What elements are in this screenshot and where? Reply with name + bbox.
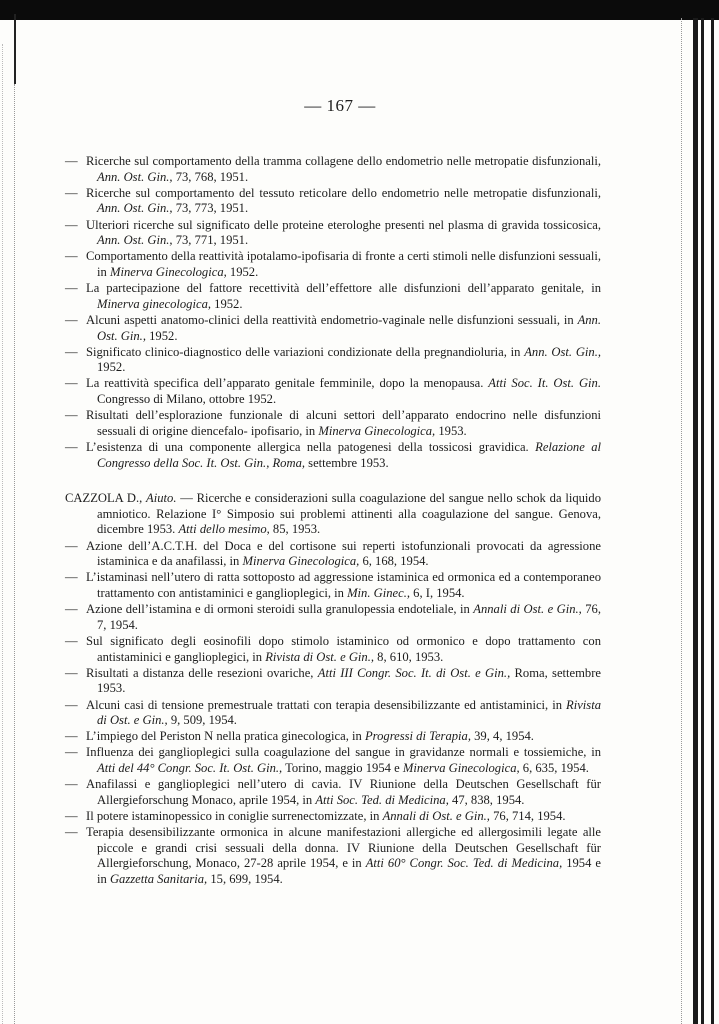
entry-text: Azione dell’A.C.T.H. del Doca e del cortisone sui reperti istofunzionali provocati da agressione istaminica e da anafilassi, in — [86, 538, 601, 569]
entry-text: 85, 1953. — [269, 522, 321, 537]
citation-source: Minerva Ginecologica, — [402, 761, 520, 776]
bibliography-entry — [65, 745, 601, 776]
citation-source: Aiuto. — [146, 491, 177, 506]
entry-text: 1952. — [226, 264, 259, 279]
entry-text: — Ricerche e considerazioni sulla coagulazione del sangue nello schok da liquido amniotico. Relazione I° Simposio sui problemi attinenti alla coagulazione del sangue. Genova, dicembre 1953. — [97, 491, 601, 537]
entry-text: Terapia desensibilizzante ormonica in alcune manifestazioni allergiche ed allergosimili legate alle piccole e grandi crisi sessuali della donna. IV Riunione della Deutschen Gesellschaft für Allergieforschung, Monaco, 27-28 aprile 1954, e in — [86, 825, 601, 871]
entry-text: L’impiego del Periston N nella pratica ginecologica, in — [86, 729, 365, 744]
scan-top-border — [0, 0, 719, 20]
citation-source: Ann. Ost. Gin., — [97, 233, 173, 248]
entry-text: 6, I, 1954. — [410, 585, 465, 600]
entry-text: Roma, settembre 1953. — [97, 665, 602, 696]
entry-text: L’esistenza di una componente allergica nella patogenesi della tossicosi gravidica. — [86, 440, 536, 455]
bibliography-entry — [65, 249, 601, 280]
entry-text: 9, 509, 1954. — [167, 713, 237, 728]
entry-dash: — — [65, 825, 78, 840]
page-edge-line — [711, 18, 714, 1024]
entry-text: 1953. — [435, 423, 467, 438]
entry-text: Alcuni casi di tensione premestruale trattati con terapia desensibilizzante ed antistaminici, in — [86, 697, 567, 712]
entry-dash: — — [65, 185, 78, 200]
binding-line — [2, 44, 4, 1024]
page-number: — 167 — — [304, 96, 376, 115]
citation-source: Ann. Ost. Gin., — [97, 201, 173, 216]
citation-source: Minerva ginecologica, — [97, 296, 212, 311]
entry-text: Comportamento della reattività ipotalamo-ipofisaria di fronte a certi stimoli nelle disfunzioni sessuali, in — [86, 249, 601, 279]
entry-text: Torino, maggio 1954 e — [282, 761, 403, 776]
bibliography-entry — [65, 376, 601, 407]
entry-text: 76, 714, 1954. — [489, 809, 566, 824]
citation-source: Gazzetta Sanitaria, — [109, 872, 208, 886]
citation-source: Atti Soc. It. Ost. Gin. — [488, 376, 601, 391]
binding-line — [14, 14, 16, 84]
entry-text: Il potere istaminopessico in coniglie surrenectomizzate, in — [86, 809, 383, 824]
bibliography-entry — [65, 825, 601, 887]
citation-source: Min. Ginec., — [347, 585, 411, 600]
bibliography-entry — [65, 809, 601, 825]
entry-dash: — — [65, 249, 78, 264]
citation-source: Atti III Congr. Soc. It. di Ost. e Gin., — [317, 665, 511, 680]
entry-dash: — — [65, 745, 78, 760]
entry-text: 8, 610, 1953. — [374, 649, 444, 664]
bibliography-entry — [65, 345, 601, 376]
entry-dash: — — [65, 312, 78, 327]
page-edge-line — [693, 18, 698, 1024]
bibliography-entry — [65, 186, 601, 217]
entry-text: Influenza dei ganglioplegici sulla coagulazione del sangue in gravidanze normali e tossiemiche, in — [86, 745, 601, 760]
entry-text: Sul significato degli eosinofili dopo stimolo istaminico od ormonico e dopo trattamento con antistaminici e ganglioplegici, in — [86, 633, 601, 664]
entry-dash: — — [65, 633, 78, 648]
entry-dash: — — [65, 440, 78, 455]
entry-text: Alcuni aspetti anatomo-clinici della reattività endometrio-vaginale nelle disfunzioni sessuali, in — [86, 312, 578, 327]
citation-source: Rivista di Ost. e Gin., — [265, 649, 375, 664]
citation-source: Relazione al Congresso della Soc. It. Ost. Gin., Roma, — [97, 440, 601, 470]
bibliography-entry — [65, 539, 601, 570]
entry-text: Ulteriori ricerche sul significato delle proteine eterologhe presenti nel plasma di gravida tossicosica, — [86, 217, 601, 232]
citation-source: Atti 60° Congr. Soc. Ted. di Medicina, — [365, 856, 563, 871]
binding-line — [14, 84, 16, 1024]
citation-source: Atti Soc. Ted. di Medicina, — [315, 792, 449, 807]
page-edge-line — [701, 18, 704, 1024]
author-entry — [65, 491, 601, 538]
citation-source: Atti del 44° Congr. Soc. It. Ost. Gin., — [97, 761, 283, 776]
bibliography-entry — [65, 666, 601, 697]
citation-source: Annali di Ost. e Gin., — [382, 809, 490, 824]
entry-text: Azione dell’istamina e di ormoni steroidi sulla granulopessia endoteliale, in — [86, 602, 474, 617]
bibliography-entry — [65, 602, 601, 633]
entry-dash: — — [65, 665, 78, 680]
entry-text: L’istaminasi nell’utero di ratta sottoposto ad aggressione istaminica ed ormonica ed a contemporaneo trattamento con antistaminici e ganglioplegici, in — [86, 570, 601, 600]
bibliography-entry — [65, 218, 601, 249]
entry-dash: — — [65, 570, 78, 585]
bibliography-entry — [65, 634, 601, 665]
bibliography-entry — [65, 408, 601, 439]
entry-dash: — — [65, 809, 78, 824]
citation-source: Atti dello mesimo, — [178, 522, 270, 537]
entry-text: Anafilassi e ganglioplegici nell’utero di cavia. IV Riunione della Deutschen Gesellschaft für Allergieforschung Monaco, aprile 1954, in — [86, 777, 601, 807]
bibliography-entry — [65, 440, 601, 471]
entry-dash: — — [65, 154, 78, 168]
entry-text: 1952. — [97, 360, 126, 375]
entry-dash: — — [65, 777, 78, 792]
citation-source: Rivista di Ost. e Gin., — [97, 697, 601, 728]
entry-text: 39, 4, 1954. — [470, 729, 534, 744]
bibliography-list — [65, 154, 601, 888]
entry-text: Significato clinico-diagnostico delle variazioni condizionate della pregnandioluria, in — [86, 344, 525, 359]
entry-text: Ricerche sul comportamento della tramma collagene dello endometrio nelle metropatie disfunzionali, — [86, 154, 601, 168]
bibliography-entry — [65, 154, 601, 185]
entry-dash: — — [65, 408, 78, 423]
citation-source: Ann. Ost. Gin., — [524, 344, 602, 359]
entry-text: 6, 168, 1954. — [359, 554, 429, 569]
entry-dash: — — [65, 281, 78, 296]
entry-text: Ricerche sul comportamento del tessuto reticolare dello endometrio nelle metropatie disfunzionali, — [86, 185, 601, 200]
entry-dash: — — [65, 538, 78, 553]
entry-dash: — — [65, 729, 78, 744]
entry-text: 47, 838, 1954. — [448, 792, 525, 807]
citation-source: Minerva Ginecologica, — [318, 423, 436, 438]
citation-source: Ann. Ost. Gin., — [97, 312, 601, 343]
scan-right-edge — [679, 18, 719, 1024]
bibliography-entry — [65, 570, 601, 601]
citation-source: Minerva Ginecologica, — [109, 264, 227, 279]
entry-dash: — — [65, 217, 78, 232]
citation-source: Annali di Ost. e Gin., — [473, 602, 582, 617]
entry-text: Risultati a distanza delle resezioni ovariche, — [86, 665, 318, 680]
entry-dash: — — [65, 344, 78, 359]
entry-text: settembre 1953. — [305, 455, 389, 470]
entry-text: La reattività specifica dell’apparato genitale femminile, dopo la menopausa. — [86, 376, 489, 391]
citation-source: Progressi di Terapia, — [364, 729, 471, 744]
entry-text: 73, 771, 1951. — [172, 233, 249, 248]
entry-text: 76, 7, 1954. — [97, 602, 601, 632]
bibliography-entry — [65, 729, 601, 745]
entry-text: 73, 768, 1951. — [172, 169, 249, 184]
entry-text: 1952. — [211, 296, 243, 311]
entry-text: Risultati dell’esplorazione funzionale di alcuni settori dell’apparato endocrino nelle disfunzioni sessuali di origine diencefalo- ipofisario, in — [86, 408, 601, 438]
entry-text: CAZZOLA D., — [65, 491, 147, 506]
bibliography-entry — [65, 281, 601, 312]
bibliography-entry — [65, 313, 601, 344]
entry-text: Congresso di Milano, ottobre 1952. — [97, 392, 277, 407]
entry-text: 15, 699, 1954. — [207, 872, 283, 886]
entry-text: 1954 e in — [97, 856, 601, 886]
entry-text: La partecipazione del fattore recettività dell’effettore alle disfunzioni dell’apparato genitale, in — [86, 281, 601, 296]
entry-text: 6, 635, 1954. — [519, 761, 589, 776]
citation-source: Ann. Ost. Gin., — [97, 169, 173, 184]
bibliography-entry — [65, 698, 601, 729]
entry-text: 1952. — [145, 328, 178, 343]
bibliography-entry — [65, 777, 601, 808]
entry-dash: — — [65, 697, 78, 712]
citation-source: Minerva Ginecologica, — [242, 554, 360, 569]
entry-text: 73, 773, 1951. — [172, 201, 249, 216]
entry-dash: — — [65, 376, 78, 391]
page-edge-line — [681, 18, 683, 1024]
scan-left-edge — [0, 14, 16, 1024]
entry-dash: — — [65, 602, 78, 617]
